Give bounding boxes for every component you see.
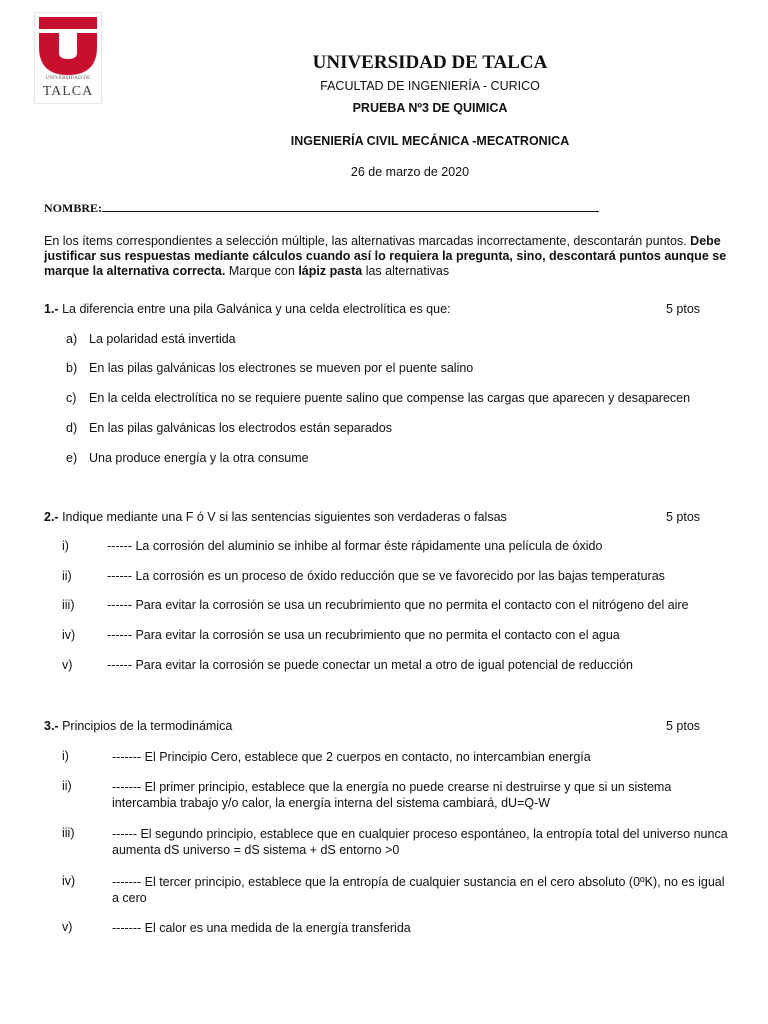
q3-item-label: iv) [62, 874, 76, 888]
q2-item-text[interactable]: ------ La corrosión es un proceso de óxido reducción que se ve favorecido por las bajas temperaturas [107, 569, 665, 583]
q2-item-text[interactable]: ------ Para evitar la corrosión se puede conectar un metal a otro de igual potencial de reducción [107, 658, 633, 672]
q1-option-label: c) [66, 391, 77, 405]
question-1-points: 5 ptos [666, 302, 701, 316]
name-label: NOMBRE: [44, 201, 102, 215]
q3-item-text[interactable]: ------- El calor es una medida de la energía transferida [112, 921, 411, 935]
q1-option-d[interactable] [66, 421, 392, 435]
q1-option-text: En las pilas galvánicas los electrodos están separados [89, 421, 392, 435]
q3-item-label: ii) [62, 779, 72, 793]
question-3-points: 5 ptos [666, 719, 701, 733]
logo-small-text: UNIVERSIDAD DE [45, 76, 91, 81]
q3-item-text[interactable]: ------- El primer principio, establece que la energía no puede crearse ni destruirse y que si un sistema intercambia trabajo y/o calor, la energía interna del sistema cambiará, dU=Q-W [112, 780, 672, 810]
test-title: PRUEBA Nº3 DE QUIMICA [352, 101, 508, 115]
q2-item-label: iv) [62, 628, 76, 642]
q3-item-label: i) [62, 749, 69, 763]
q2-item-text[interactable]: ------ Para evitar la corrosión se usa un recubrimiento que no permita el contacto con el agua [107, 628, 620, 642]
name-line[interactable] [102, 201, 599, 212]
q2-item-text[interactable]: ------ Para evitar la corrosión se usa un recubrimiento que no permita el contacto con el nitrógeno del aire [107, 598, 689, 612]
q1-option-text: Una produce energía y la otra consume [89, 451, 309, 465]
q3-item-text[interactable]: ------- El tercer principio, establece que la entropía de cualquier sustancia en el cero absoluto (0ºK), no es igual a cero [112, 875, 725, 905]
q1-option-b[interactable] [66, 361, 473, 375]
instructions-text-1: En los ítems correspondientes a selección múltiple, las alternativas marcadas incorrectamente, descontarán puntos. [44, 234, 691, 248]
question-1-number: 1.- [44, 302, 59, 316]
q1-option-label: d) [66, 421, 78, 435]
question-2-points: 5 ptos [666, 510, 701, 524]
q1-option-text: En las pilas galvánicas los electrones se mueven por el puente salino [89, 361, 474, 375]
q2-item-label: ii) [62, 569, 72, 583]
instructions [44, 234, 734, 279]
question-3-number: 3.- [44, 719, 59, 733]
name-field[interactable] [44, 201, 599, 216]
university-shield-icon [39, 17, 97, 75]
question-3-text: Principios de la termodinámica [58, 719, 233, 733]
faculty-line: FACULTAD DE INGENIERÍA - CURICO [320, 79, 540, 93]
q1-option-label: e) [66, 451, 78, 465]
q2-item-text[interactable]: ------ La corrosión del aluminio se inhibe al formar éste rápidamente una película de óxido [107, 539, 603, 553]
question-2-number: 2.- [44, 510, 59, 524]
question-1 [44, 302, 451, 316]
q1-option-c[interactable] [66, 391, 690, 405]
career-line: INGENIERÍA CIVIL MECÁNICA -MECATRONICA [290, 134, 570, 148]
logo-big-text: TALCA [42, 84, 94, 99]
exam-date: 26 de marzo de 2020 [350, 165, 470, 179]
q2-item-label: i) [62, 539, 69, 553]
university-logo [34, 12, 102, 104]
question-1-text: La diferencia entre una pila Galvánica y una celda electrolítica es que: [58, 302, 451, 316]
q3-item-text[interactable]: ------- El Principio Cero, establece que 2 cuerpos en contacto, no intercambian energía [112, 750, 591, 764]
q1-option-a[interactable] [66, 332, 236, 346]
university-title: UNIVERSIDAD DE TALCA [312, 52, 548, 73]
question-2 [44, 510, 507, 524]
instructions-text-2: Debe justificar sus respuestas mediante cálculos cuando así lo requiera la pregunta, sino, descontará puntos aunque se marque la alternativa correcta. [44, 234, 727, 278]
q1-option-label: b) [66, 361, 78, 375]
q1-option-e[interactable] [66, 451, 309, 465]
instructions-text-5: las alternativas [362, 264, 450, 278]
q2-item-label: iii) [62, 598, 75, 612]
q1-option-text: La polaridad está invertida [89, 332, 236, 346]
question-3 [44, 719, 232, 733]
q1-option-label: a) [66, 332, 78, 346]
q1-option-text: En la celda electrolítica no se requiere puente salino que compense las cargas que aparecen y desaparecen [89, 391, 691, 405]
question-2-text: Indique mediante una F ó V si las sentencias siguientes son verdaderas o falsas [58, 510, 507, 524]
q3-item-label: iii) [62, 826, 75, 840]
q3-item-text[interactable]: ------ El segundo principio, establece que en cualquier proceso espontáneo, la entropía total del universo nunca aumenta dS universo = dS sistema + dS entorno >0 [112, 827, 728, 857]
q3-item-label: v) [62, 920, 73, 934]
instructions-text-3: Marque con [225, 264, 299, 278]
q2-item-label: v) [62, 658, 73, 672]
instructions-text-4: lápiz pasta [298, 264, 363, 278]
